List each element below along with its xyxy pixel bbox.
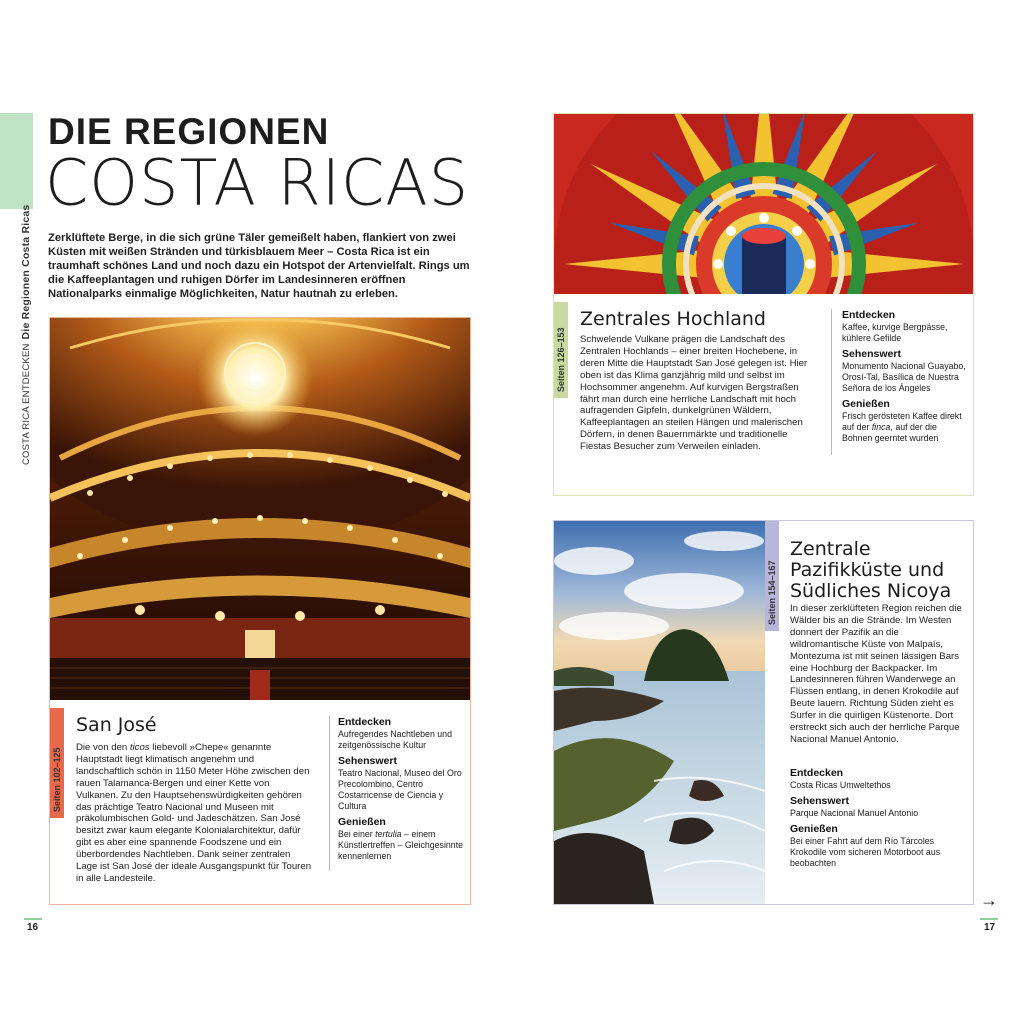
region-highlights: [842, 309, 967, 446]
region-title: San José: [76, 714, 157, 736]
column-divider: [329, 716, 330, 871]
page-number-right: 17: [984, 922, 996, 933]
sehenswert-text: Teatro Nacional, Museo del Oro Precolombino, Centro Costarricense de Ciencia y Cultura: [338, 768, 462, 811]
geniessen-emphasis: tertulia: [375, 829, 402, 839]
region-card-zentrales-hochland: [553, 113, 974, 496]
geniessen-heading: Genießen: [338, 816, 386, 828]
page-range-tab: [554, 302, 568, 398]
entdecken-text: Kaffee, kurvige Bergpässe, kühlere Gefilde: [842, 322, 948, 343]
sehenswert-text: Monumento Nacional Guayabo, Orosí-Tal, Basílica de Nuestra Señora de los Ángeles: [842, 361, 966, 393]
sehenswert-text: Parque Nacional Manuel Antonio: [790, 808, 919, 818]
running-head-part: COSTA RICA ENTDECKEN: [21, 343, 32, 465]
geniessen-part: , auf der die Bohnen geerntet wurden: [842, 422, 939, 443]
geniessen-text: [338, 829, 466, 862]
region-card-san-jose: [49, 317, 471, 905]
sehenswert-heading: Sehenswert: [338, 755, 397, 767]
region-title: [790, 539, 970, 602]
entdecken-text: Costa Ricas Umweltethos: [790, 780, 891, 790]
geniessen-text: Bei einer Fahrt auf dem Río Tárcoles Krokodile vom sicheren Motorboot aus beobachten: [790, 836, 941, 868]
geniessen-text: [842, 411, 967, 444]
column-divider: [831, 309, 832, 455]
page-range: Seiten 126–153: [556, 327, 566, 392]
entdecken-heading: Entdecken: [842, 309, 896, 321]
geniessen-part: Frisch gerösteten Kaffee direkt auf der: [842, 411, 962, 432]
region-title: Zentrales Hochland: [580, 308, 766, 330]
page-title-line2: COSTA RICAS: [45, 145, 470, 220]
pacific-coast-photo: [554, 521, 765, 904]
geniessen-heading: Genießen: [842, 398, 890, 410]
page-range: Seiten 102–125: [52, 747, 62, 812]
region-description: Schwelende Vulkane prägen die Landschaft des Zentralen Hochlands – einer breiten Hochebene, in deren Mitte die Hauptstadt San José gelegen ist. Hier oben ist das Klima ganzjährig mild und selbst im Hochsommer angenehm. Auf kurvigen Bergstraßen fährt man durch eine herrliche Landschaft mit hoch aufragenden Gipfeln, dunkelgrünen Wäldern, Kaffeeplantagen an steilen Hängen und malerischen Dörfern, in denen Bauernmärkte und traditionelle Fiestas Besucher zum Verweilen einladen.: [580, 334, 808, 453]
region-highlights: [338, 716, 466, 864]
running-head: [18, 204, 34, 465]
page-title-line1: DIE REGIONEN: [48, 111, 330, 152]
region-card-zentrale-pazifikkueste: [553, 520, 974, 905]
page-number-left: 16: [27, 922, 39, 933]
page-range-tab: [50, 708, 64, 818]
region-description: In dieser zerklüfteten Region reichen die Wälder bis an die Strände. Im Westen donnert der Pazifik an die wildromantische Küste von Malpaís, Montezuma ist mit seinen lässigen Bars eine Hochburg der Backpacker. Im Landesinneren führen Wanderwege an Flüssen entlang, in denen Krokodile auf Beute lauern. Richtung Süden zieht es Surfer in die quirligen Küstenorte. Dort erstreckt sich auch der herrliche Parque Nacional Manuel Antonio.: [790, 603, 962, 745]
desc-text: liebevoll »Chepe« genannte Hauptstadt liegt klimatisch angenehm und landschaftlich schön in 1150 Meter Höhe zwischen den rauen Talamanca-Bergen und einer Kette von Vulkanen. Zu den Hauptsehenswürdigkeiten gehören das prächtige Teatro Nacional und Museen mit präkolumbischen Gold- und Jadeschätzen. San José besitzt zwar kaum elegante Kolonialarchitektur, dafür gibt es aber eine spannende Foodszene und ein überbordendes Nachtleben. Dank seiner zentralen Lage ist San José der ideale Ausgangspunkt für Touren in alle Landesteile.: [76, 742, 312, 884]
entdecken-heading: Entdecken: [338, 716, 392, 728]
desc-emphasis: ticos: [129, 742, 150, 753]
region-title-line2: Pazifikküste und: [790, 559, 945, 581]
region-title-line1: Zentrale: [790, 538, 871, 560]
region-highlights: [790, 767, 968, 871]
region-description: [76, 742, 312, 885]
page-number-bar-right: [980, 918, 998, 920]
desc-text: Die von den: [76, 742, 130, 753]
page-number-bar-left: [24, 918, 42, 920]
geniessen-part: – einem Künstlertreffen – Gleichgesinnte kennenlernen: [338, 829, 464, 861]
geniessen-part: Bei einer: [338, 829, 376, 839]
teatro-nacional-photo: [50, 318, 470, 700]
painted-oxcart-wheel-photo: [554, 114, 973, 294]
section-color-tab: [0, 113, 33, 209]
next-page-arrow-icon[interactable]: →: [980, 890, 998, 910]
geniessen-emphasis: finca: [871, 422, 891, 432]
page-range: Seiten 154–167: [767, 560, 777, 625]
running-head-section: Die Regionen Costa Ricas: [20, 204, 32, 340]
sehenswert-heading: Sehenswert: [790, 795, 849, 807]
page-range-tab: [765, 521, 779, 631]
entdecken-text: Aufregendes Nachtleben und zeitgenössische Kultur: [338, 729, 452, 750]
sehenswert-heading: Sehenswert: [842, 348, 901, 360]
region-title-line3: Südliches Nicoya: [790, 580, 952, 602]
intro-paragraph: Zerklüftete Berge, in die sich grüne Täler gemeißelt haben, flankiert von zwei Küsten mit weißen Stränden und türkisblauem Meer – Costa Rica ist ein traumhaft schönes Land und noch dazu ein Hotspot der Artenvielfalt. Rings um die Kaffeeplantagen und ruhigen Dörfer im Landesinneren eröffnen Nationalparks einmalige Möglichkeiten, Natur hautnah zu erleben.: [48, 232, 470, 300]
entdecken-heading: Entdecken: [790, 767, 844, 779]
geniessen-heading: Genießen: [790, 823, 838, 835]
